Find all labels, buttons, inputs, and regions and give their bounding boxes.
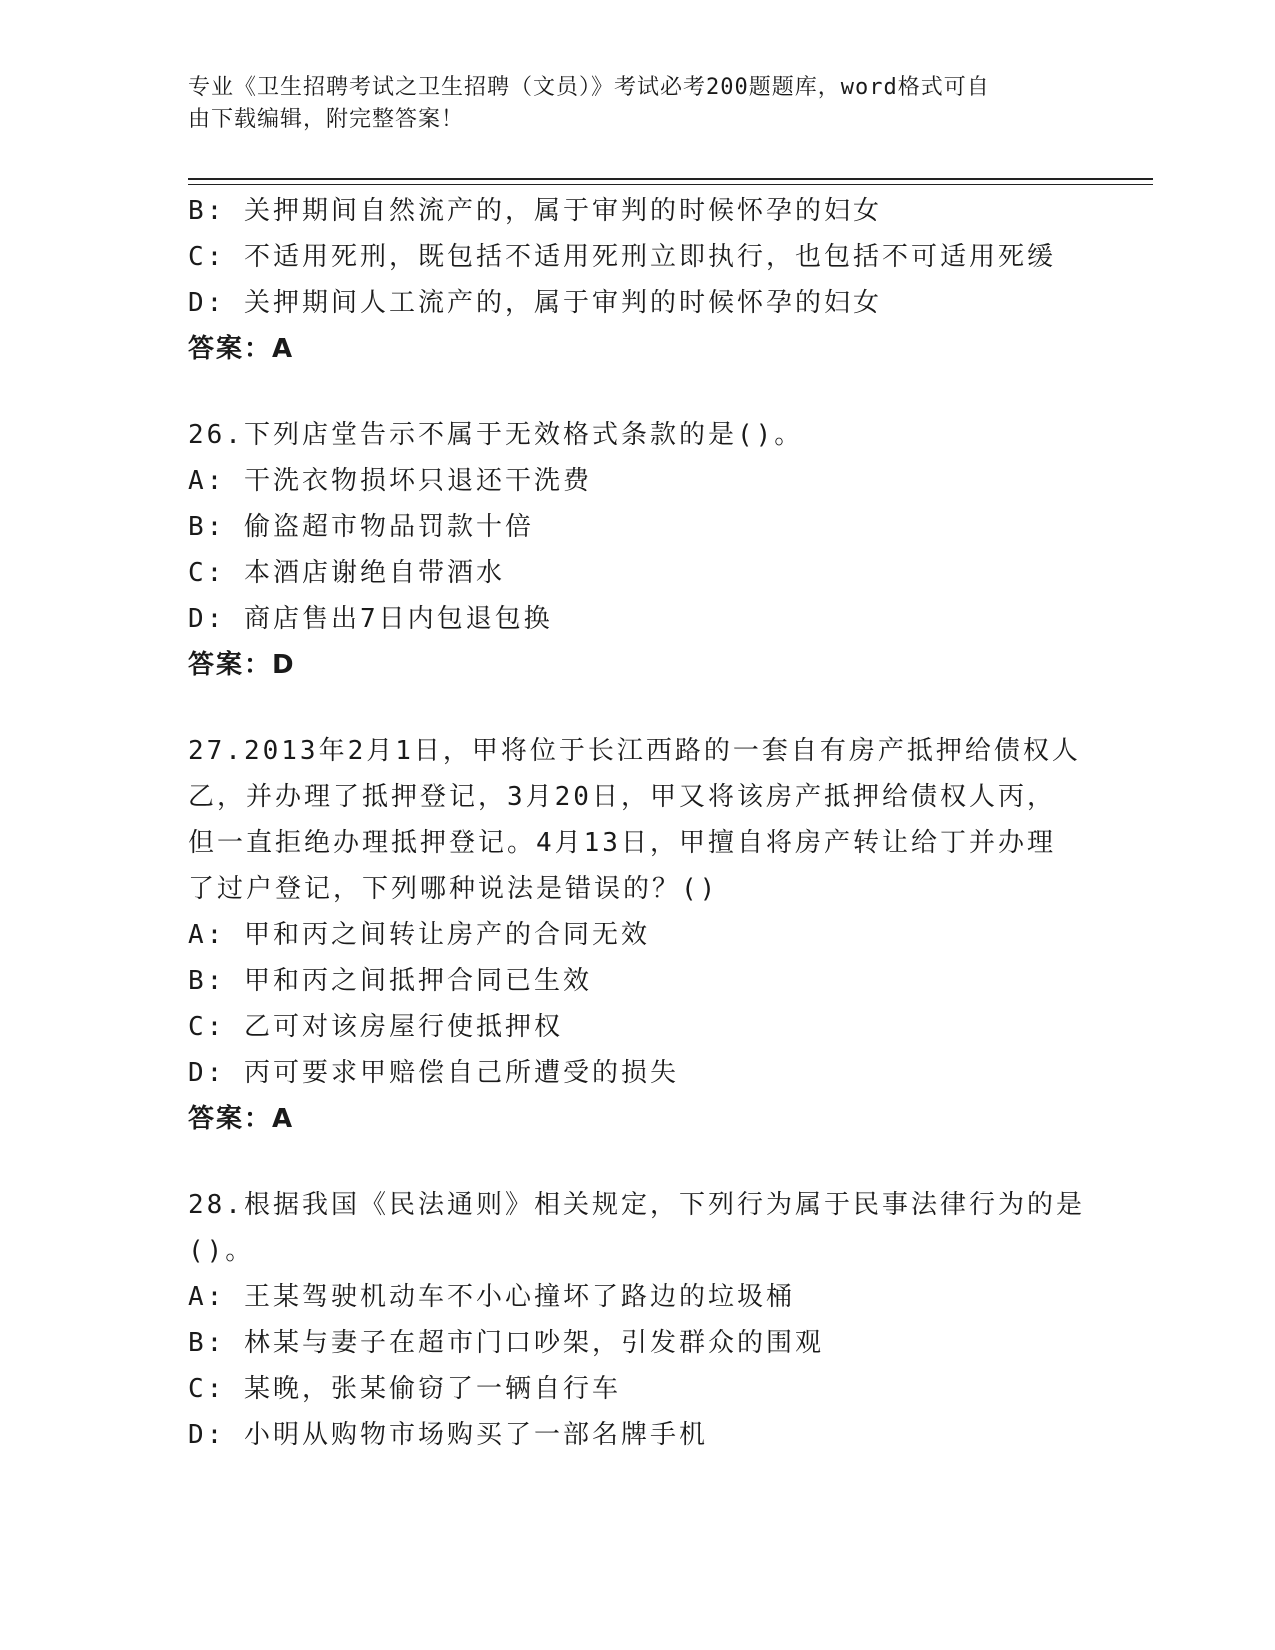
question-stem-line: ()。 (188, 1236, 255, 1266)
question-list (188, 188, 1088, 1458)
document-header (188, 72, 1088, 136)
option-d: D: 关押期间人工流产的，属于审判的时候怀孕的妇女 (188, 288, 882, 318)
answer-label: 答案：A (188, 334, 295, 364)
question-26-block (188, 412, 1088, 688)
answer-label: 答案：D (188, 650, 296, 680)
option-c: C: 本酒店谢绝自带酒水 (188, 558, 505, 588)
option-a: A: 王某驾驶机动车不小心撞坏了路边的垃圾桶 (188, 1282, 795, 1312)
option-d: D: 小明从购物市场购买了一部名牌手机 (188, 1420, 708, 1450)
option-c: C: 某晚，张某偷窃了一辆自行车 (188, 1374, 621, 1404)
answer-label: 答案：A (188, 1104, 295, 1134)
option-a: A: 干洗衣物损坏只退还干洗费 (188, 466, 592, 496)
question-stem-line: 28.根据我国《民法通则》相关规定，下列行为属于民事法律行为的是 (188, 1190, 1085, 1220)
option-b: B: 关押期间自然流产的，属于审判的时候怀孕的妇女 (188, 196, 882, 226)
question-25-block (188, 188, 1088, 372)
header-rule-thick (188, 178, 1153, 180)
question-stem-line: 乙，并办理了抵押登记，3月20日，甲又将该房产抵押给债权人丙， (188, 782, 1056, 812)
header-rule-thin (188, 184, 1153, 185)
option-b: B: 林某与妻子在超市门口吵架，引发群众的围观 (188, 1328, 824, 1358)
question-stem-line: 但一直拒绝办理抵押登记。4月13日，甲擅自将房产转让给丁并办理 (188, 828, 1056, 858)
header-line-1: 专业《卫生招聘考试之卫生招聘（文员）》考试必考200题题库，word格式可自 (188, 75, 990, 100)
option-d: D: 商店售出7日内包退包换 (188, 604, 553, 634)
option-a: A: 甲和丙之间转让房产的合同无效 (188, 920, 650, 950)
header-line-2: 由下载编辑，附完整答案！ (188, 107, 465, 132)
question-stem-line: 了过户登记，下列哪种说法是错误的？() (188, 874, 719, 904)
question-28-block (188, 1182, 1088, 1458)
option-c: C: 乙可对该房屋行使抵押权 (188, 1012, 563, 1042)
question-stem: 26.下列店堂告示不属于无效格式条款的是()。 (188, 420, 804, 450)
option-d: D: 丙可要求甲赔偿自己所遭受的损失 (188, 1058, 679, 1088)
question-stem-line: 27.2013年2月1日，甲将位于长江西路的一套自有房产抵押给债权人 (188, 736, 1081, 766)
question-27-block (188, 728, 1088, 1142)
option-b: B: 甲和丙之间抵押合同已生效 (188, 966, 592, 996)
option-c: C: 不适用死刑，既包括不适用死刑立即执行，也包括不可适用死缓 (188, 242, 1056, 272)
option-b: B: 偷盗超市物品罚款十倍 (188, 512, 534, 542)
